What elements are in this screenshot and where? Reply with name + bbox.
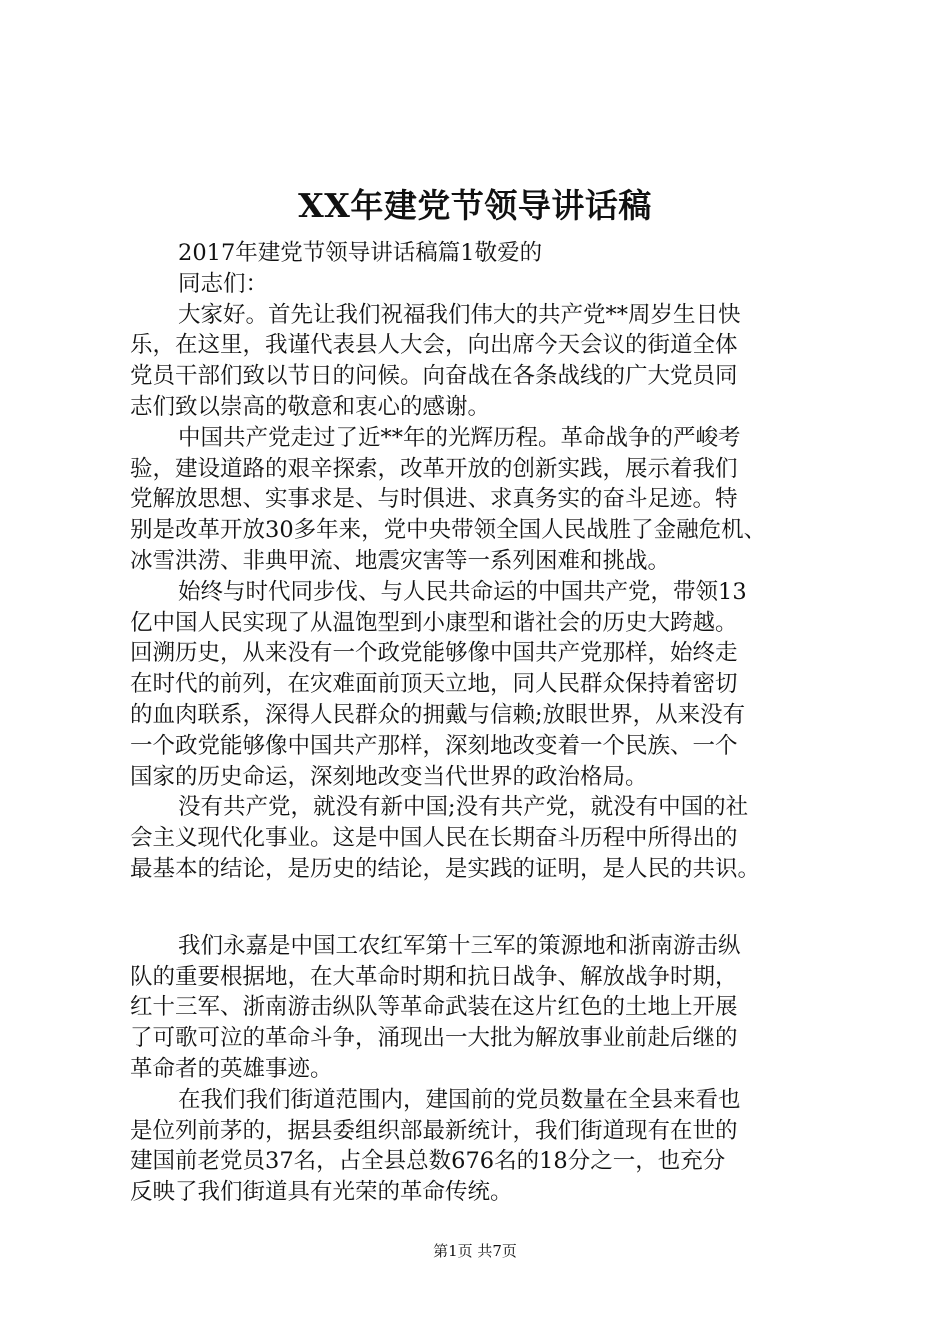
text-line: 党员干部们致以节日的问候。向奋战在各条战线的广大党员同 (130, 363, 738, 390)
paragraph-gap (130, 885, 848, 931)
text-line: 党解放思想、实事求是、与时俱进、求真务实的奋斗足迹。特 (130, 486, 738, 513)
text-line: 反映了我们街道具有光荣的革命传统。 (130, 1179, 513, 1206)
text-line: 是位列前茅的，据县委组织部最新统计，我们街道现有在世的 (130, 1117, 738, 1144)
text-line: 在我们我们街道范围内，建国前的党员数量在全县来看也 (178, 1086, 741, 1113)
text-line: 中国共产党走过了近**年的光辉历程。革命战争的严峻考 (178, 424, 741, 451)
text-line: 建国前老党员37名，占全县总数676名的18分之一，也充分 (130, 1148, 726, 1175)
page-number-footer: 第1页 共7页 (433, 1242, 517, 1260)
paragraph (130, 1085, 848, 1208)
text-line: 没有共产党，就没有新中国;没有共产党，就没有中国的社 (178, 794, 749, 821)
document-body (130, 238, 848, 1208)
paragraph (130, 238, 848, 269)
text-line: 验，建设道路的艰辛探索，改革开放的创新实践，展示着我们 (130, 455, 738, 482)
text-line: 大家好。首先让我们祝福我们伟大的共产党**周岁生日快 (178, 301, 741, 328)
document-title: XX年建党节领导讲话稿 (298, 186, 652, 225)
text-line: 别是改革开放30多年来，党中央带领全国人民战胜了金融危机、 (130, 517, 767, 544)
text-line: 志们致以崇高的敬意和衷心的感谢。 (130, 393, 491, 420)
text-line: 2017年建党节领导讲话稿篇1敬爱的 (178, 240, 543, 266)
text-line: 我们永嘉是中国工农红军第十三军的策源地和浙南游击纵 (178, 932, 741, 959)
text-line: 最基本的结论，是历史的结论，是实践的证明，是人民的共识。 (130, 855, 761, 882)
paragraph (130, 423, 848, 577)
text-line: 队的重要根据地，在大革命时期和抗日战争、解放战争时期， (130, 963, 738, 990)
text-line: 红十三军、浙南游击纵队等革命武装在这片红色的土地上开展 (130, 994, 738, 1021)
paragraph (130, 269, 848, 300)
text-line: 国家的历史命运，深刻地改变当代世界的政治格局。 (130, 763, 648, 790)
text-line: 了可歌可泣的革命斗争，涌现出一大批为解放事业前赴后继的 (130, 1025, 738, 1052)
text-line: 的血肉联系，深得人民群众的拥戴与信赖;放眼世界，从来没有 (130, 701, 746, 728)
text-line: 革命者的英雄事迹。 (130, 1055, 333, 1082)
paragraph (130, 300, 848, 423)
text-line: 回溯历史，从来没有一个政党能够像中国共产党那样，始终走 (130, 640, 738, 667)
text-line: 乐，在这里，我谨代表县人大会，向出席今天会议的街道全体 (130, 332, 738, 359)
paragraph (130, 792, 848, 884)
paragraph (130, 931, 848, 1085)
text-line: 一个政党能够像中国共产那样，深刻地改变着一个民族、一个 (130, 732, 738, 759)
text-line: 始终与时代同步伐、与人民共命运的中国共产党，带领13 (178, 578, 747, 605)
text-line: 在时代的前列，在灾难面前顶天立地，同人民群众保持着密切 (130, 671, 738, 698)
text-line: 同志们： (178, 270, 269, 297)
text-line: 冰雪洪涝、非典甲流、地震灾害等一系列困难和挑战。 (130, 547, 671, 574)
paragraph (130, 577, 848, 793)
text-line: 亿中国人民实现了从温饱型到小康型和谐社会的历史大跨越。 (130, 609, 738, 636)
text-line: 会主义现代化事业。这是中国人民在长期奋斗历程中所得出的 (130, 825, 738, 852)
